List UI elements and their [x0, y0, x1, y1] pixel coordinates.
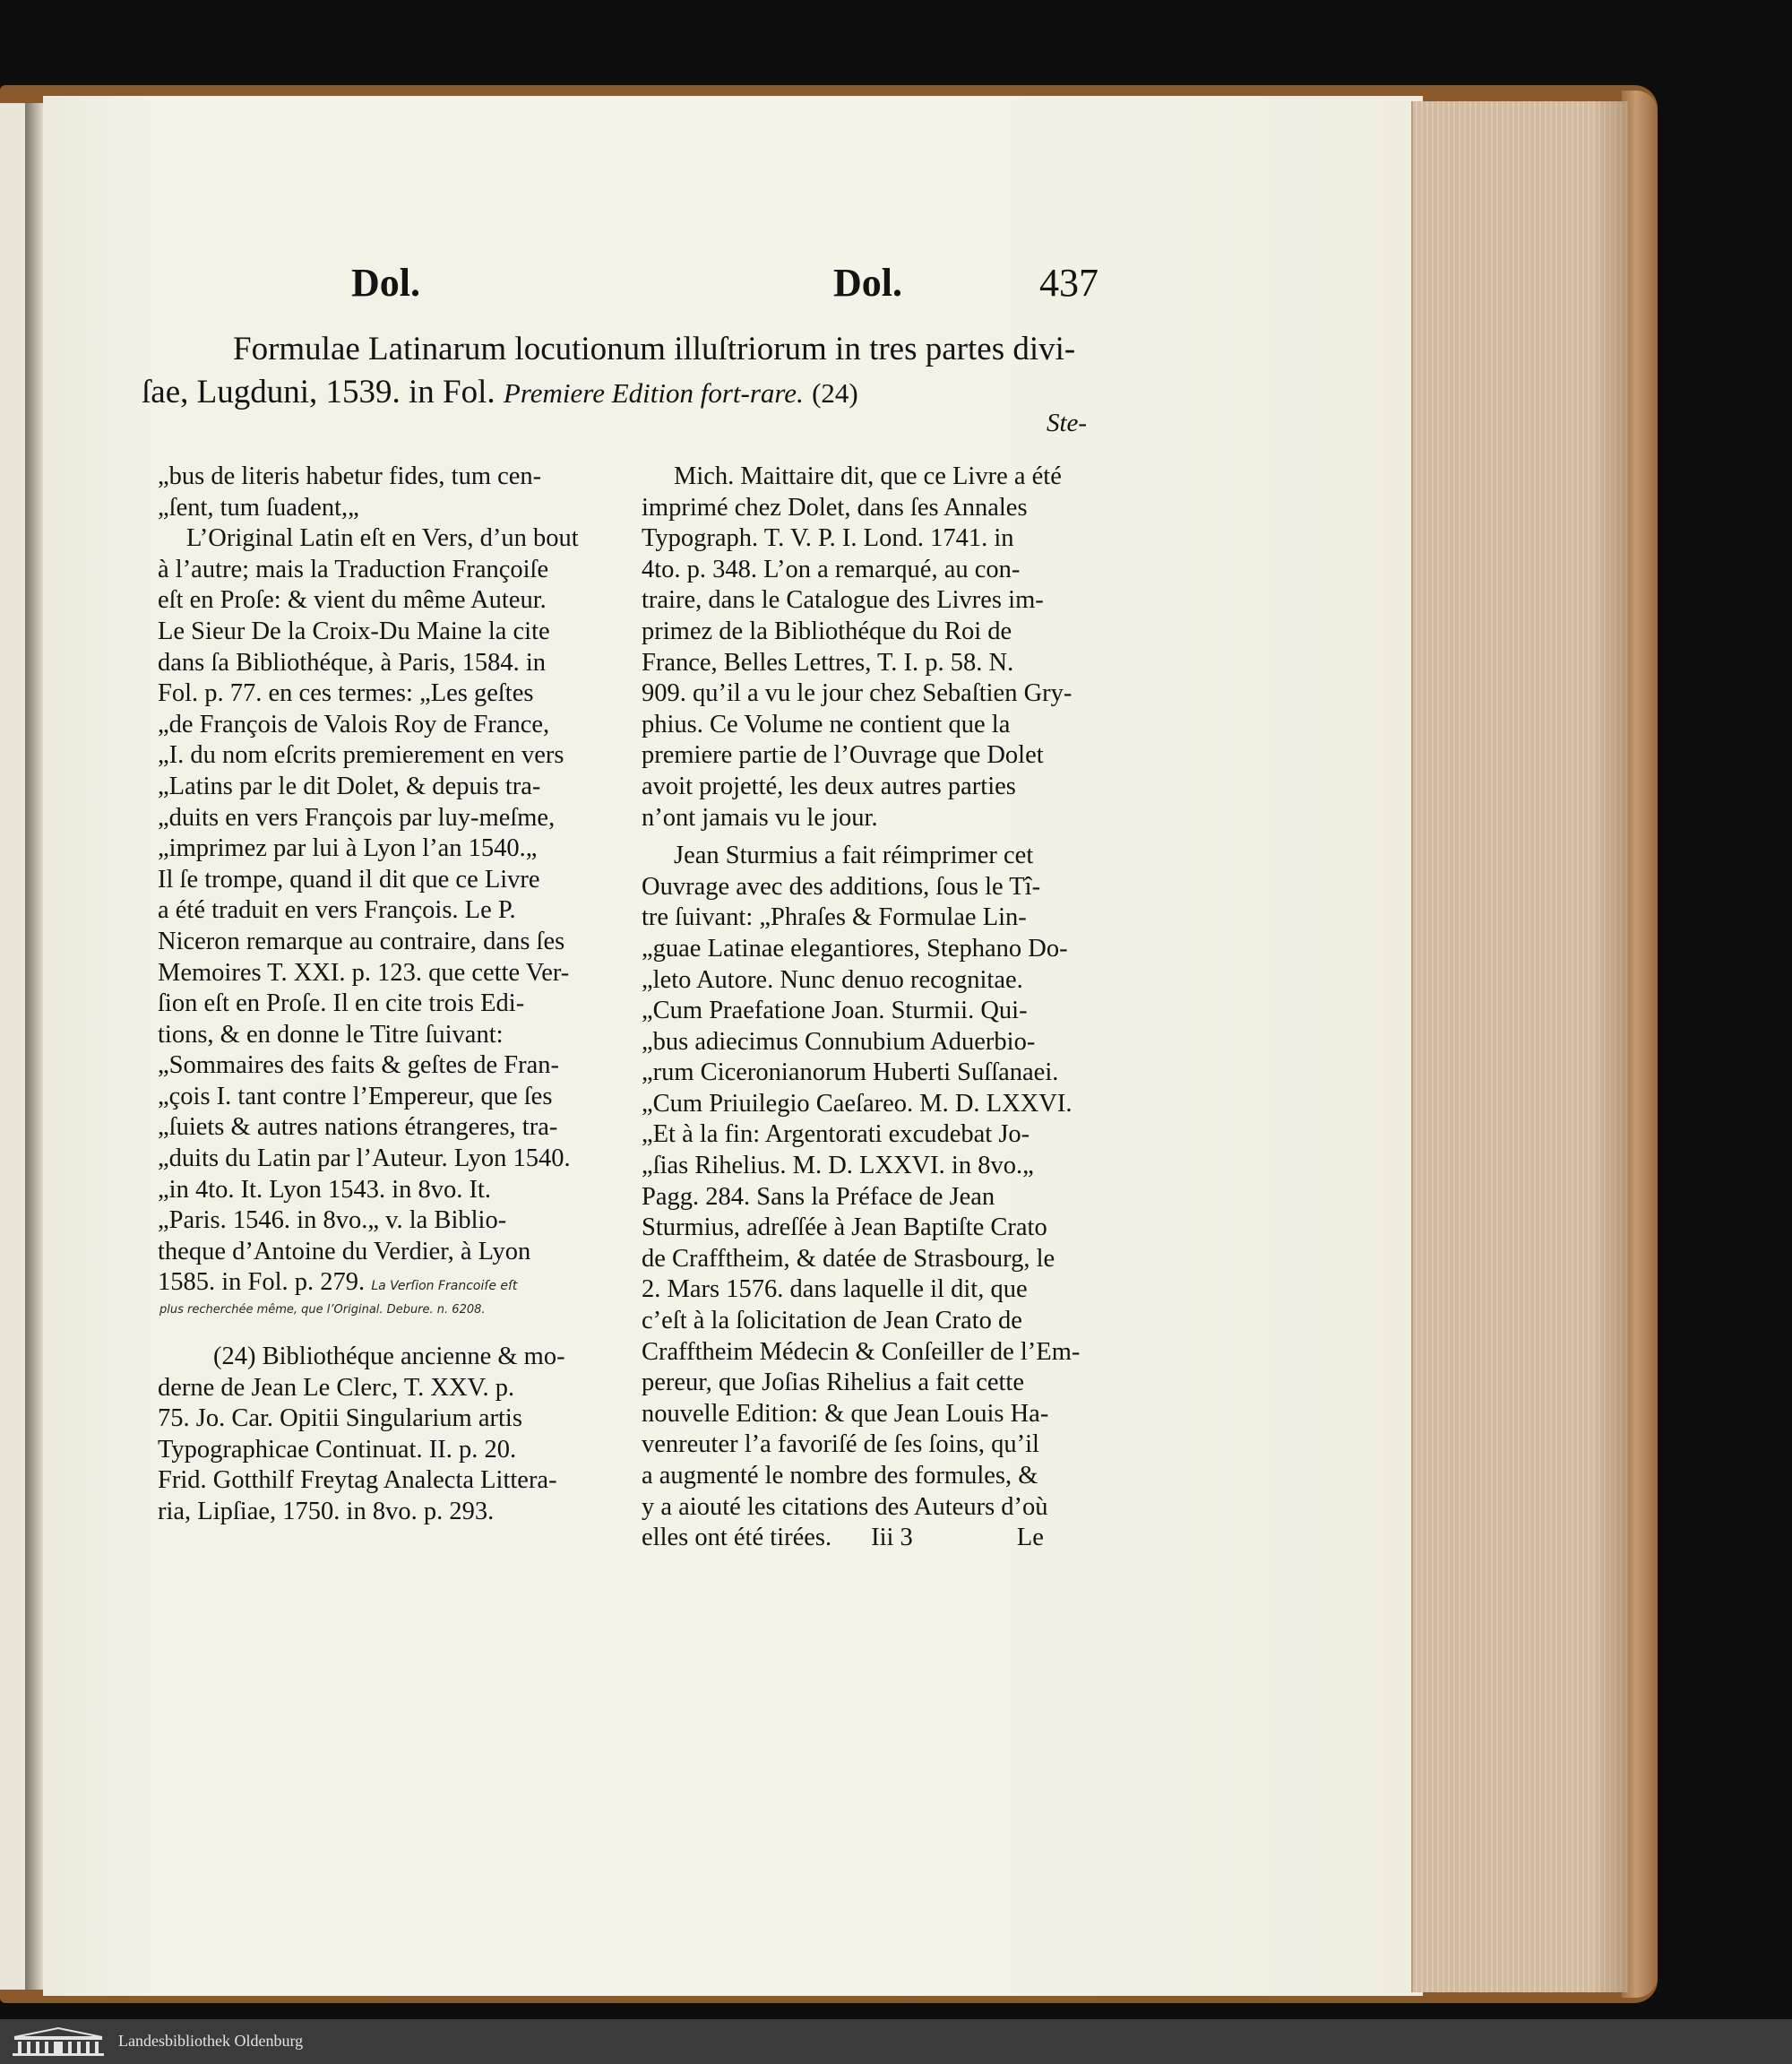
text-line: tions, & en donne le Titre ſuivant: [158, 1020, 504, 1049]
text-line: „duits en vers François par luy-meſme, [158, 803, 556, 832]
text-line: Jean Sturmius a fait réimprimer cet [674, 842, 1034, 870]
text-line: imprimé chez Dolet, dans ſes Annales [642, 493, 1028, 522]
page-catchword: Le [1016, 1524, 1044, 1552]
text-line: de Crafftheim, & datée de Strasbourg, le [642, 1244, 1055, 1273]
footnote-line: ria, Lipſiae, 1750. in 8vo. p. 293. [158, 1497, 495, 1525]
text-line: venreuter l’a favoriſé de ſes ſoins, qu’il [642, 1430, 1039, 1459]
text-line: Fol. p. 77. en ces termes: „Les geſtes [158, 679, 534, 708]
text-line: y a aiouté les citations des Auteurs d’où [642, 1492, 1048, 1521]
text-line: eſt en Proſe: & vient du même Auteur. [158, 586, 547, 615]
footnote-line: derne de Jean Le Clerc, T. XXV. p. [158, 1373, 515, 1402]
text-line: tre ſuivant: „Phraſes & Formulae Lin- [642, 903, 1027, 932]
text-line-end: elles ont été tirées. [642, 1524, 832, 1552]
page-number: 437 [1039, 261, 1098, 305]
text-line: „bus de literis habetur fides, tum cen- [158, 462, 542, 490]
gutter [25, 103, 45, 1990]
text-line: „Cum Praefatione Joan. Sturmii. Qui- [642, 997, 1028, 1025]
text-line: pereur, que Joſias Rihelius a fait cette [642, 1369, 1024, 1397]
text-line: „bus adiecimus Connubium Aduerbio- [642, 1027, 1036, 1056]
text-line: Crafftheim Médecin & Conſeiller de l’Em- [642, 1337, 1081, 1366]
text-line-end: 1585. in Fol. p. 279. [158, 1268, 366, 1297]
text-line: L’Original Latin eſt en Vers, d’un bout [186, 524, 579, 553]
footer-bar [0, 2019, 1792, 2064]
header-left: Dol. [351, 261, 420, 305]
footnote-line: Frid. Gotthilf Freytag Analecta Littera- [158, 1466, 557, 1495]
text-line: „imprimez par lui à Lyon l’an 1540.„ [158, 834, 538, 863]
title-line-1: Formulae Latinarum locutionum illuſtriorum in tres partes divi- [233, 331, 1076, 367]
text-line: „Sommaires des faits & geſtes de Fran- [158, 1051, 559, 1080]
text-line: „ſuiets & autres nations étrangeres, tra- [158, 1113, 558, 1142]
title-line-2 [142, 373, 858, 411]
text-line: „ſias Rihelius. M. D. LXXVI. in 8vo.„ [642, 1152, 1034, 1180]
text-line: ſion eſt en Proſe. Il en cite trois Edi- [158, 989, 525, 1018]
handwritten-note-1: La Verſion Francoiſe eſt [371, 1279, 518, 1294]
text-line: dans ſa Bibliothéque, à Paris, 1584. in [158, 648, 546, 677]
header-center: Dol. [833, 261, 902, 305]
handwritten-note-2: plus recherchée même, que l’Original. Debure. n. 6208. [159, 1303, 486, 1317]
library-logo-icon [11, 2026, 106, 2057]
text-line: Ouvrage avec des additions, ſous le Tî- [642, 872, 1041, 901]
text-line: „Cum Priuilegio Caeſareo. M. D. LXXVI. [642, 1089, 1073, 1118]
text-line: „Paris. 1546. in 8vo.„ v. la Biblio- [158, 1206, 507, 1235]
left-page-edge [0, 103, 27, 1990]
title-catchword: Ste- [1047, 409, 1088, 437]
text-line: Sturmius, adreſſée à Jean Baptiſte Crato [642, 1213, 1047, 1242]
title-line-2-italic: Premiere Edition fort-rare. [503, 377, 804, 409]
text-line: 2. Mars 1576. dans laquelle il dit, que [642, 1275, 1028, 1304]
text-line: Pagg. 284. Sans la Préface de Jean [642, 1182, 995, 1211]
text-line: a été traduit en vers François. Le P. [158, 896, 516, 925]
text-line: Memoires T. XXI. p. 123. que cette Ver- [158, 958, 570, 987]
text-line: Niceron remarque au contraire, dans ſes [158, 927, 565, 955]
title-note-ref: (24) [812, 377, 858, 409]
text-line: c’eſt à la ſolicitation de Jean Crato de [642, 1307, 1022, 1335]
text-line: à l’autre; mais la Traduction Françoiſe [158, 555, 549, 583]
text-line: „de François de Valois Roy de France, [158, 710, 550, 738]
page-fore-edge [1411, 101, 1628, 1992]
text-line: „I. du nom eſcrits premierement en vers [158, 741, 564, 770]
text-line: n’ont jamais vu le jour. [642, 803, 878, 832]
text-line: 909. qu’il a vu le jour chez Sebaſtien Gry- [642, 679, 1073, 708]
text-line: Mich. Maittaire dit, que ce Livre a été [674, 462, 1062, 490]
text-line: France, Belles Lettres, T. I. p. 58. N. [642, 648, 1014, 677]
text-line: Typograph. T. V. P. I. Lond. 1741. in [642, 524, 1014, 553]
text-line: „in 4to. It. Lyon 1543. in 8vo. It. [158, 1175, 492, 1204]
text-line: „Et à la fin: Argentorati excudebat Jo- [642, 1120, 1030, 1149]
text-line: „ſent, tum ſuadent,„ [158, 493, 359, 522]
text-line: „çois I. tant contre l’Empereur, que ſes [158, 1082, 553, 1110]
text-line: avoit projetté, les deux autres parties [642, 772, 1016, 800]
text-line: „leto Autore. Nunc denuo recognitae. [642, 965, 1023, 994]
text-line: primez de la Bibliothéque du Roi de [642, 617, 1012, 645]
text-line: Le Sieur De la Croix-Du Maine la cite [158, 617, 550, 645]
text-line: phius. Ce Volume ne contient que la [642, 710, 1011, 738]
library-name: Landesbibliothek Oldenburg [118, 2032, 304, 2050]
text-line: a augmenté le nombre des formules, & [642, 1462, 1038, 1490]
footnote-line: Typographicae Continuat. II. p. 20. [158, 1435, 517, 1464]
footnote [158, 1342, 565, 1528]
text-line: „rum Ciceronianorum Huberti Suſſanaei. [642, 1058, 1059, 1087]
text-line: „guae Latinae elegantiores, Stephano Do- [642, 934, 1068, 963]
text-line: traire, dans le Catalogue des Livres im- [642, 586, 1044, 615]
title-line-2-roman: ſae, Lugduni, 1539. in Fol. [142, 374, 495, 410]
text-line: „duits du Latin par l’Auteur. Lyon 1540. [158, 1144, 571, 1173]
text-line [642, 1523, 1080, 1554]
text-line: theque d’Antoine du Verdier, à Lyon [158, 1237, 531, 1265]
left-column [158, 462, 579, 1302]
text-line: 4to. p. 348. L’on a remarqué, au con- [642, 555, 1021, 583]
text-line: „Latins par le dit Dolet, & depuis tra- [158, 772, 541, 800]
signature-mark: Iii 3 [871, 1524, 913, 1552]
text-line: premiere partie de l’Ouvrage que Dolet [642, 741, 1044, 770]
text-line: nouvelle Edition: & que Jean Louis Ha- [642, 1399, 1049, 1428]
footnote-line: (24) Bibliothéque ancienne & mo- [213, 1343, 565, 1370]
text-line [158, 1267, 579, 1302]
text-line: Il ſe trompe, quand il dit que ce Livre [158, 865, 540, 894]
right-column [642, 462, 1080, 1554]
footnote-line: 75. Jo. Car. Opitii Singularium artis [158, 1404, 522, 1433]
